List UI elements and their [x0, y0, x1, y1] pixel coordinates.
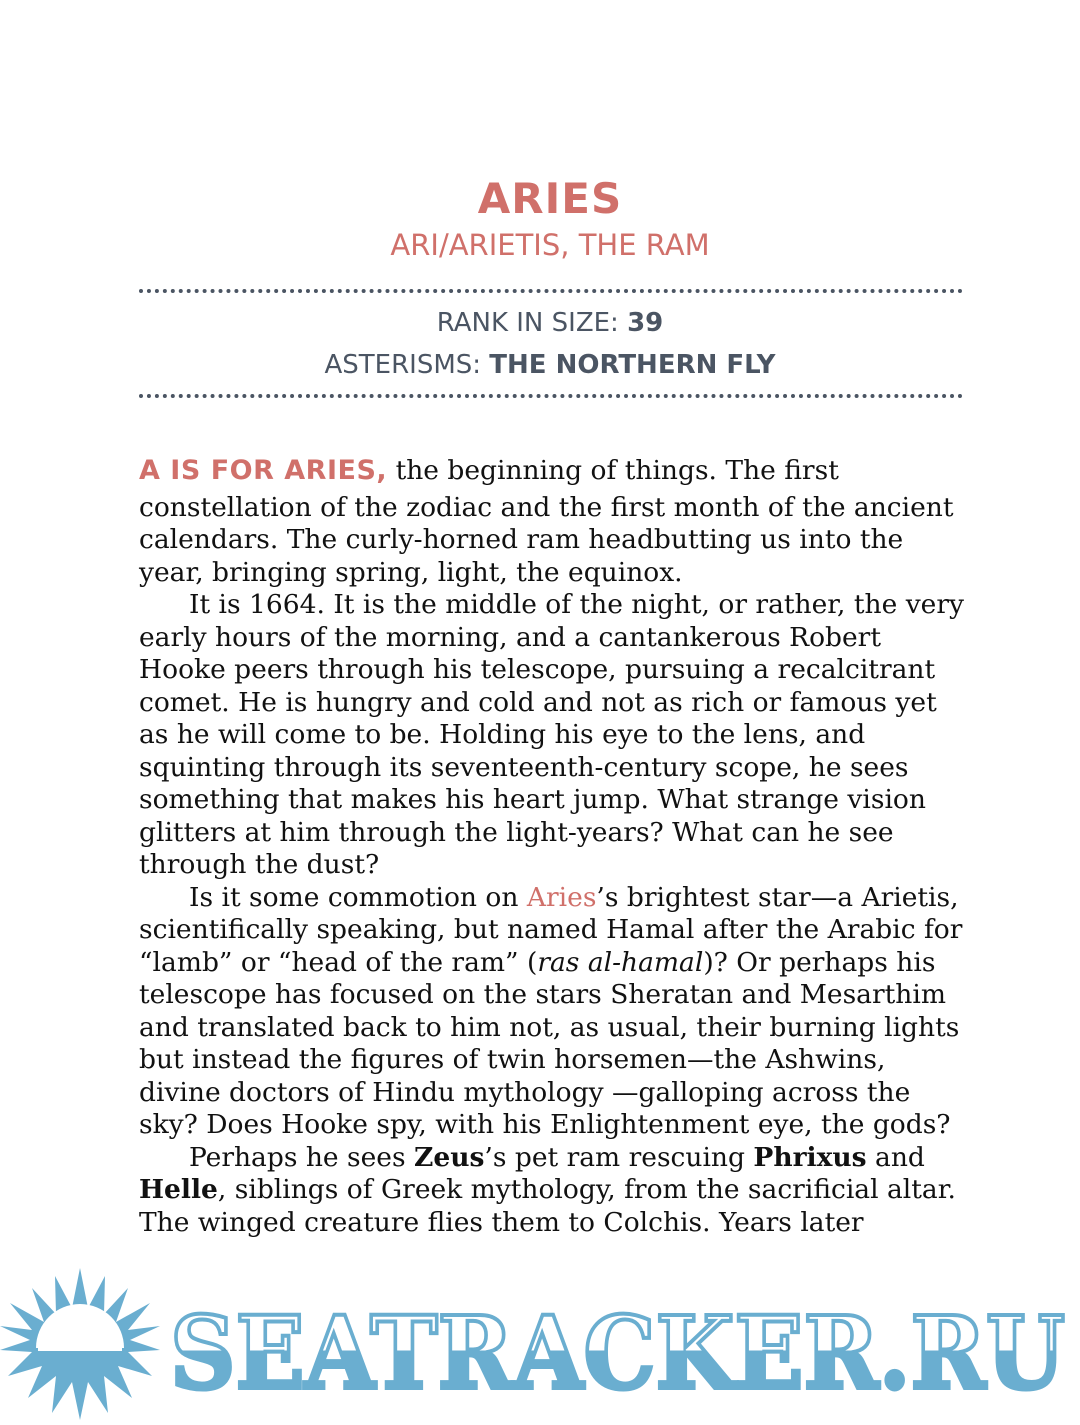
- aries-link[interactable]: Aries: [526, 881, 597, 913]
- sun-logo-icon: [0, 1268, 160, 1420]
- asterisms-value: THE NORTHERN FLY: [489, 350, 776, 380]
- term-zeus: Zeus: [414, 1141, 485, 1173]
- watermark-text: SEATRACKER.RU: [170, 1294, 1065, 1412]
- paragraph-4: [139, 1142, 969, 1240]
- asterisms-label: ASTERISMS:: [324, 350, 490, 380]
- divider-top: [139, 289, 963, 293]
- term-helle: Helle: [139, 1174, 218, 1205]
- paragraph-4-text-a: Perhaps he sees: [189, 1141, 415, 1173]
- paragraph-2: It is 1664. It is the middle of the night, or rather, the very early hours of the morning, and a cantankerous Robert Hooke peers through his telescope, pursuing a recalcitrant comet. He is hungry and cold and not as rich or famous yet as he will come to be. Holding his eye to the lens, and squinting through its seventeenth-century scope, he sees something that makes his heart jump. What strange vision glitters at him through the light-years? What can he see through the dust?: [139, 589, 965, 880]
- asterisms-line: [0, 350, 1080, 380]
- paragraph-1-text: the beginning of things. The first constellation of the zodiac and the first month of the ancient calendars. The curly-horned ram headbutting us into the year, bringing spring, light, the equinox.: [139, 455, 954, 588]
- divider-bottom: [139, 394, 963, 398]
- rank-value: 39: [627, 308, 664, 338]
- paragraph-3-text-c: )? Or perhaps his telescope has focused on the stars Sheratan and Mesarthim and translated back to him not, as usual, their burning lights but instead the figures of twin horsemen—the Ashwins, divine doctors of Hindu mythology —galloping across the sky? Does Hooke spy, with his Enlightenment eye, the gods?: [139, 946, 960, 1140]
- rank-line: [0, 308, 1080, 338]
- rank-label: RANK IN SIZE:: [436, 308, 628, 338]
- paragraph-3: [139, 882, 969, 1142]
- arabic-term: ras al-hamal: [537, 946, 704, 978]
- lead-in: A IS FOR ARIES,: [139, 455, 388, 486]
- paragraph-1: [139, 455, 969, 589]
- paragraph-4-text-b: ’s pet ram rescuing: [484, 1141, 754, 1173]
- article-body: [139, 455, 969, 1239]
- paragraph-4-text-c: and: [866, 1141, 925, 1173]
- paragraph-3-text-a: Is it some commotion on: [189, 881, 527, 913]
- paragraph-4-text-d: , siblings of Greek mythology, from the sacrificial altar. The winged creature flies them to Colchis. Years later: [139, 1174, 956, 1238]
- paragraph-3-text-b: ’s brightest star—a Arietis, scientifically speaking, but named Hamal after the Arabic for “lamb” or “head of the ram” (: [139, 881, 963, 978]
- watermark: [0, 1268, 1080, 1425]
- term-phrixus: Phrixus: [753, 1141, 867, 1173]
- page-title: ARIES: [477, 174, 623, 223]
- page-subtitle: ARI/ARIETIS, THE RAM: [390, 228, 710, 262]
